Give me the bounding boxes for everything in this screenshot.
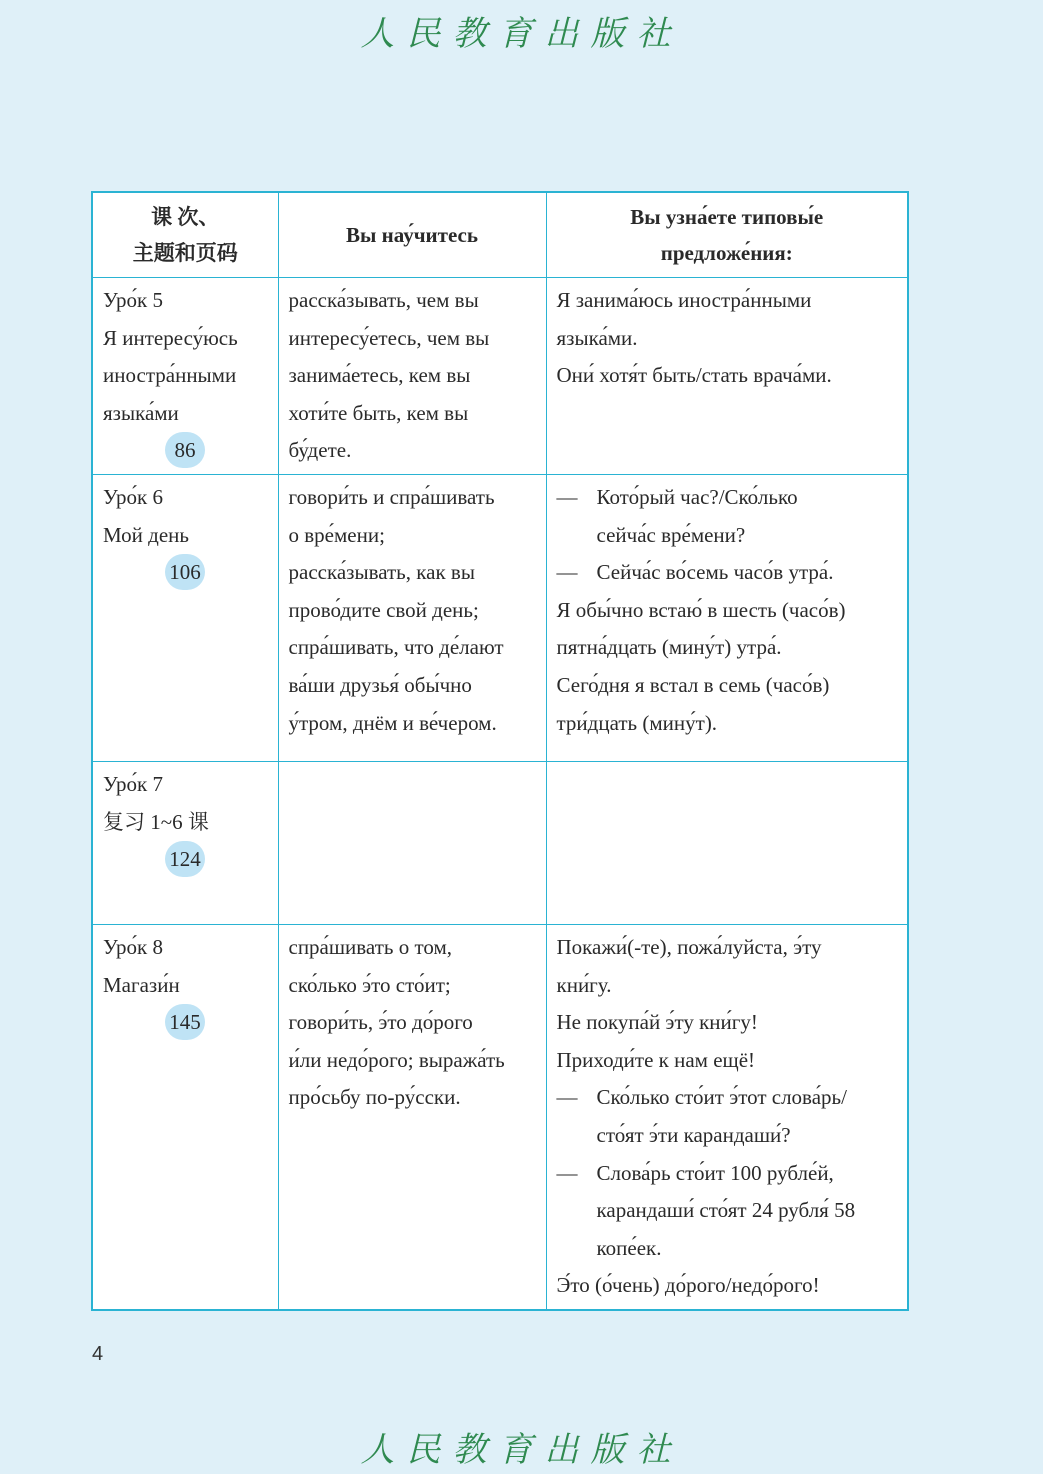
lesson-title-line: Уро́к 5 <box>103 288 163 312</box>
lesson-title-line: иностра́нными <box>103 363 237 388</box>
lesson-cell <box>92 475 278 762</box>
header-sentences-line: Вы узна́ете типовы́е <box>630 205 824 229</box>
learn-line: расска́зывать, чем вы <box>288 288 479 312</box>
learn-line: занима́етесь, кем вы <box>288 363 471 388</box>
header-learn-line: Вы нау́читесь <box>346 223 478 247</box>
lesson-title-line: Мой день <box>103 522 189 547</box>
learn-line: и́ли недо́рого; выража́ть <box>288 1047 505 1072</box>
dialogue-line: — Сейча́с во́семь часо́в утра́. <box>557 554 900 592</box>
sentence-line: копе́ек. <box>596 1235 662 1260</box>
sentences-cell <box>546 278 908 475</box>
header-lesson-line: 主题和页码 <box>132 241 238 265</box>
lesson-page-number[interactable]: 124 <box>165 841 205 877</box>
table-row <box>92 925 908 1310</box>
header-sentences <box>546 192 908 278</box>
sentence-line: сто́ят э́ти карандаши́? <box>596 1122 791 1147</box>
learn-line: говори́ть и спра́шивать <box>288 485 495 509</box>
header-lesson-line: 课 次、 <box>151 205 220 229</box>
contents-table <box>91 191 909 1311</box>
learn-line: спра́шивать, что де́лают <box>288 635 504 660</box>
sentence-line: Они́ хотя́т быть/стать врача́ми. <box>556 363 832 388</box>
dialogue-line: — Кото́рый час?/Ско́лько <box>557 479 900 517</box>
table-row <box>92 278 908 475</box>
lesson-cell <box>92 278 278 475</box>
sentence-line: Покажи́(-те), пожа́луйста, э́ту <box>556 935 822 959</box>
sentence-line: Приходи́те к нам ещё! <box>556 1047 756 1072</box>
lesson-title-line: языка́ми <box>103 400 179 425</box>
learn-line: говори́ть, э́то до́рого <box>288 1010 473 1035</box>
sentence-line: Я обы́чно встаю́ в шесть (часо́в) <box>556 597 846 622</box>
table-row <box>92 475 908 762</box>
header-sentences-line: предложе́ния: <box>660 241 793 265</box>
learn-cell <box>278 925 546 1310</box>
lesson-title-line: Уро́к 8 <box>103 935 163 959</box>
page-number: 4 <box>92 1343 104 1365</box>
learn-line: прово́дите свой день; <box>288 597 479 622</box>
lesson-title-line: Уро́к 6 <box>103 485 163 509</box>
publisher-logo-bottom: 人民教育出版社 <box>360 1430 683 1470</box>
table-header-row <box>92 192 908 278</box>
sentence-line: Э́то (о́чень) до́рого/недо́рого! <box>556 1273 820 1298</box>
sentence-line: сейча́с вре́мени? <box>596 522 746 547</box>
dialogue-line: — Слова́рь сто́ит 100 рубле́й, <box>557 1155 900 1193</box>
publisher-logo-top: 人民教育出版社 <box>360 14 683 54</box>
learn-line: спра́шивать о том, <box>288 935 452 959</box>
lesson-title-line: 复习 1~6 课 <box>103 809 209 834</box>
learn-line: у́тром, днём и ве́чером. <box>288 710 497 735</box>
learn-line: расска́зывать, как вы <box>288 560 475 585</box>
sentence-line: пятна́дцать (мину́т) утра́. <box>556 635 782 660</box>
lesson-cell <box>92 925 278 1310</box>
learn-cell <box>278 475 546 762</box>
sentences-cell <box>546 925 908 1310</box>
learn-cell <box>278 762 546 925</box>
header-lesson <box>92 192 278 278</box>
sentence-line: три́дцать (мину́т). <box>556 710 718 735</box>
sentence-line: Я занима́юсь иностра́нными <box>556 288 812 312</box>
learn-line: бу́дете. <box>288 438 352 463</box>
sentences-cell <box>546 475 908 762</box>
learn-line: хоти́те быть, кем вы <box>288 400 469 425</box>
learn-line: про́сьбу по-ру́сски. <box>288 1085 461 1110</box>
learn-line: ва́ши друзья́ обы́чно <box>288 672 472 697</box>
lesson-cell <box>92 762 278 925</box>
sentence-line: Не покупа́й э́ту кни́гу! <box>556 1010 758 1035</box>
lesson-title-line: Я интересу́юсь <box>103 325 238 350</box>
learn-line: интересу́етесь, чем вы <box>288 325 490 350</box>
table-row <box>92 762 908 925</box>
sentences-cell <box>546 762 908 925</box>
lesson-title-line: Уро́к 7 <box>103 772 163 796</box>
sentence-line: Сего́дня я встал в семь (часо́в) <box>556 672 830 697</box>
lesson-page-number[interactable]: 145 <box>165 1004 205 1040</box>
lesson-page-number[interactable]: 106 <box>165 554 205 590</box>
lesson-title-line: Магази́н <box>103 972 180 997</box>
dialogue-line: — Ско́лько сто́ит э́тот слова́рь/ <box>557 1079 900 1117</box>
learn-line: ско́лько э́то сто́ит; <box>288 972 451 997</box>
sentence-line: кни́гу. <box>556 972 612 997</box>
table-body <box>92 278 908 1310</box>
header-learn <box>278 192 546 278</box>
sentence-line: карандаши́ сто́ят 24 рубля́ 58 <box>596 1198 856 1223</box>
sentence-line: языка́ми. <box>556 325 638 350</box>
learn-cell <box>278 278 546 475</box>
lesson-page-number[interactable]: 86 <box>165 432 205 468</box>
learn-line: о вре́мени; <box>288 522 385 547</box>
